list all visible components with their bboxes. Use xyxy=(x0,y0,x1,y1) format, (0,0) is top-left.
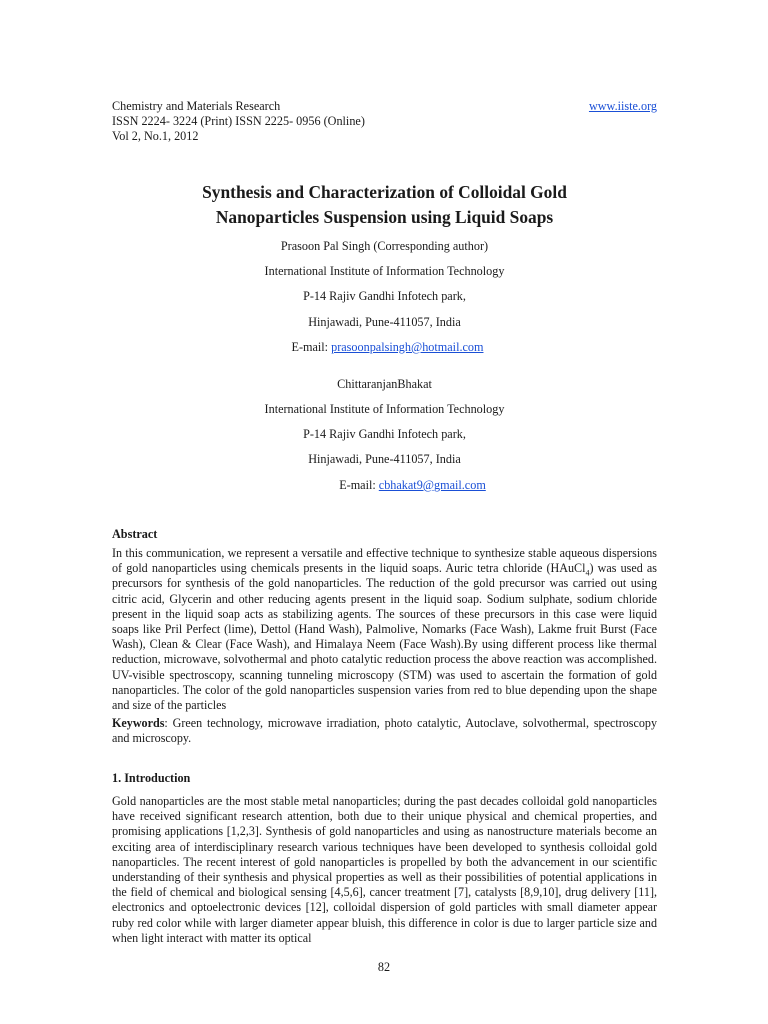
introduction-heading: 1. Introduction xyxy=(112,771,191,785)
author1-email-link[interactable]: prasoonpalsingh@hotmail.com xyxy=(331,339,484,354)
abstract-text-part2: ) was used as precursors for synthesis of the gold nanoparticles. The reduction of the gold precursor was carried out using citric acid, Glycerin and other reducing agents present in the liquid soap. Sodium sulphate, sodium chloride present in the liquid soap acts as stabilizing agents. The sources of these precursors in this case were liquid soaps like Pril Perfect (lime), Dettol (Hand Wash), Palmolive, Nomarks (Face Wash), Lakme fruit Burst (Face Wash), Clean & Clear (Face Wash), and Himalaya Neem (Face Wash).By using different process like thermal reduction, microwave, solvothermal and photo catalytic reduction process the above reaction was accomplished. UV-visible spectroscopy, scanning tunneling microscopy (STM) was used to ascertain the formation of gold nanoparticles. The color of the gold nanoparticles suspension varies from red to blue depending upon the shape and size of the particles xyxy=(112,561,657,713)
abstract-text xyxy=(112,546,657,713)
author2-name: ChittaranjanBhakat xyxy=(337,376,432,391)
journal-issn: ISSN 2224- 3224 (Print) ISSN 2225- 0956 (Online) xyxy=(112,114,365,128)
keywords-label: Keywords xyxy=(112,716,165,730)
author1-name: Prasoon Pal Singh (Corresponding author) xyxy=(280,239,489,253)
journal-volume: Vol 2, No.1, 2012 xyxy=(112,129,199,143)
author1-institute: International Institute of Information Technology xyxy=(264,264,505,279)
author2-email-line xyxy=(112,477,657,502)
journal-name: Chemistry and Materials Research xyxy=(112,99,281,113)
author2-email-link[interactable]: cbhakat9@gmail.com xyxy=(378,477,486,492)
abstract-heading: Abstract xyxy=(112,527,158,541)
author1-address2: Hinjawadi, Pune-411057, India xyxy=(308,314,461,329)
author2-address2: Hinjawadi, Pune-411057, India xyxy=(308,452,461,467)
paper-title xyxy=(112,180,657,230)
title-line-2: Nanoparticles Suspension using Liquid Soaps xyxy=(215,207,554,227)
journal-website-link[interactable]: www.iiste.org xyxy=(588,99,657,113)
keywords-paragraph xyxy=(112,716,657,746)
page-number: 82 xyxy=(377,960,391,974)
abstract-text-part1: In this communication, we represent a versatile and effective technique to synthesize stable aqueous dispersions of gold nanoparticles using chemicals presents in the liquid soaps. Auric tetra chloride (HAuCl xyxy=(112,546,657,576)
author1-email-label: E-mail: xyxy=(291,339,332,354)
introduction-text: Gold nanoparticles are the most stable metal nanoparticles; during the past decades colloidal gold nanoparticles have received significant research attention, both due to their unique physical and chemical properties, and promising applications [1,2,3]. Synthesis of gold nanoparticles and using as nanostructure materials become an exciting area of interdisciplinary research various techniques have been developed to synthesis colloidal gold nanoparticles. The recent interest of gold nanoparticles is propelled by both the advancement in our scientific understanding of their synthesis and physical properties as well as their possibilities of potential applications in the field of chemical and biological sensing [4,5,6], cancer treatment [7], catalysts [8,9,10], drug delivery [11], electronics and optoelectronic devices [12], colloidal dispersion of gold particles with small diameter appear ruby red color while with larger diameter appear bluish, this difference in color is due to larger particle size and when light interact with matter its optical xyxy=(112,794,657,945)
author1-email-line xyxy=(112,339,657,376)
author2-address1: P-14 Rajiv Gandhi Infotech park, xyxy=(303,427,466,442)
author2-institute: International Institute of Information Technology xyxy=(264,401,505,416)
keywords-text: : Green technology, microwave irradiation, photo catalytic, Autoclave, solvothermal, spectroscopy and microscopy. xyxy=(112,716,657,746)
author-block xyxy=(112,238,657,502)
title-line-1: Synthesis and Characterization of Colloidal Gold xyxy=(202,182,567,202)
formula-subscript: 4 xyxy=(585,568,590,578)
author2-email-label: E-mail: xyxy=(339,477,379,492)
author1-address1: P-14 Rajiv Gandhi Infotech park, xyxy=(303,289,466,304)
journal-header xyxy=(112,99,657,144)
